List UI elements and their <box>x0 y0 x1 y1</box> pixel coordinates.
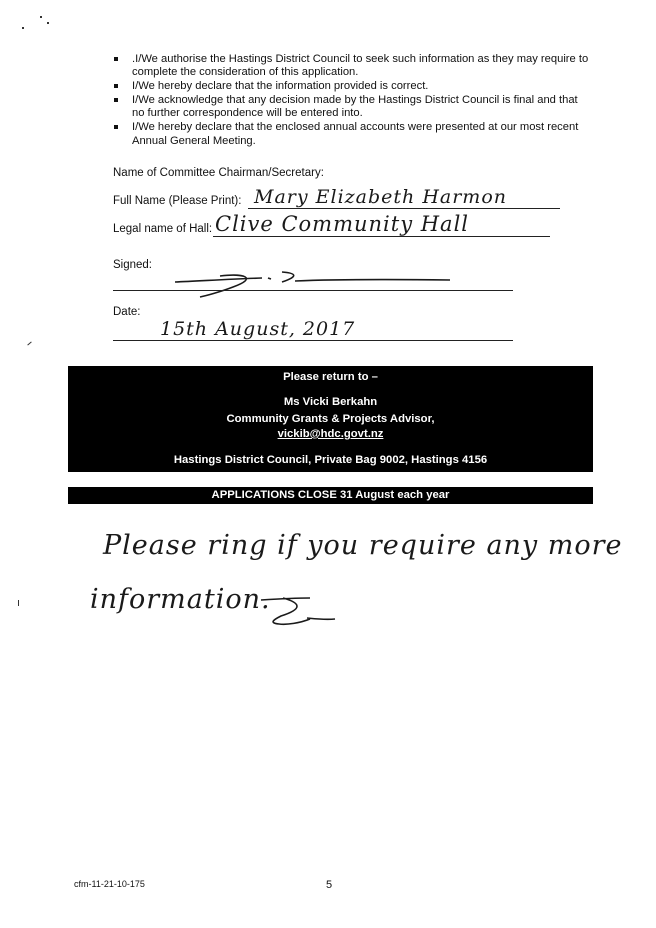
declaration-item: .I/We authorise the Hastings District Council to seek such information as they may require to complete the consideration of this application. <box>113 53 593 80</box>
date-label: Date: <box>113 306 141 318</box>
return-title: Community Grants & Projects Advisor, <box>226 413 435 425</box>
declaration-item: I/We hereby declare that the information provided is correct. <box>113 80 593 93</box>
return-address: Hastings District Council, Private Bag 9002, Hastings 4156 <box>173 454 488 466</box>
declaration-item: I/We acknowledge that any decision made by the Hastings District Council is final and that no further correspondence will be entered into. <box>113 94 593 121</box>
hall-value[interactable]: Clive Community Hall <box>215 212 470 236</box>
scan-speck <box>18 600 19 606</box>
full-name-value[interactable]: Mary Elizabeth Harmon <box>254 186 507 208</box>
declaration-item: I/We hereby declare that the enclosed annual accounts were presented at our most recent Annual General Meeting. <box>113 121 593 148</box>
date-value[interactable]: 15th August, 2017 <box>160 318 356 340</box>
committee-label: Name of Committee Chairman/Secretary: <box>113 167 324 179</box>
return-address-box <box>68 366 593 472</box>
return-heading: Please return to – <box>283 371 378 383</box>
signed-label: Signed: <box>113 259 153 271</box>
footer-form-code: cfm-11-21-10-175 <box>74 879 145 889</box>
return-email-link[interactable]: vickib@hdc.govt.nz <box>277 428 384 440</box>
declarations-list <box>113 53 593 148</box>
scan-speck <box>47 22 49 24</box>
signed-line <box>113 290 513 291</box>
initials-mark <box>255 592 340 632</box>
applications-close-banner: APPLICATIONS CLOSE 31 August each year <box>68 487 593 504</box>
hall-label: Legal name of Hall: <box>113 223 213 235</box>
handwritten-note-line-2: information. <box>90 584 271 615</box>
page-number: 5 <box>326 879 333 891</box>
full-name-line <box>248 208 560 209</box>
full-name-label: Full Name (Please Print): <box>113 195 242 207</box>
signature-mark <box>170 265 470 300</box>
scan-speck <box>22 27 24 29</box>
hall-line <box>213 236 550 237</box>
return-name: Ms Vicki Berkahn <box>283 396 378 408</box>
date-line <box>113 340 513 341</box>
handwritten-note-line-1: Please ring if you require any more <box>103 530 623 561</box>
scan-speck <box>27 342 31 346</box>
scan-speck <box>40 16 42 18</box>
